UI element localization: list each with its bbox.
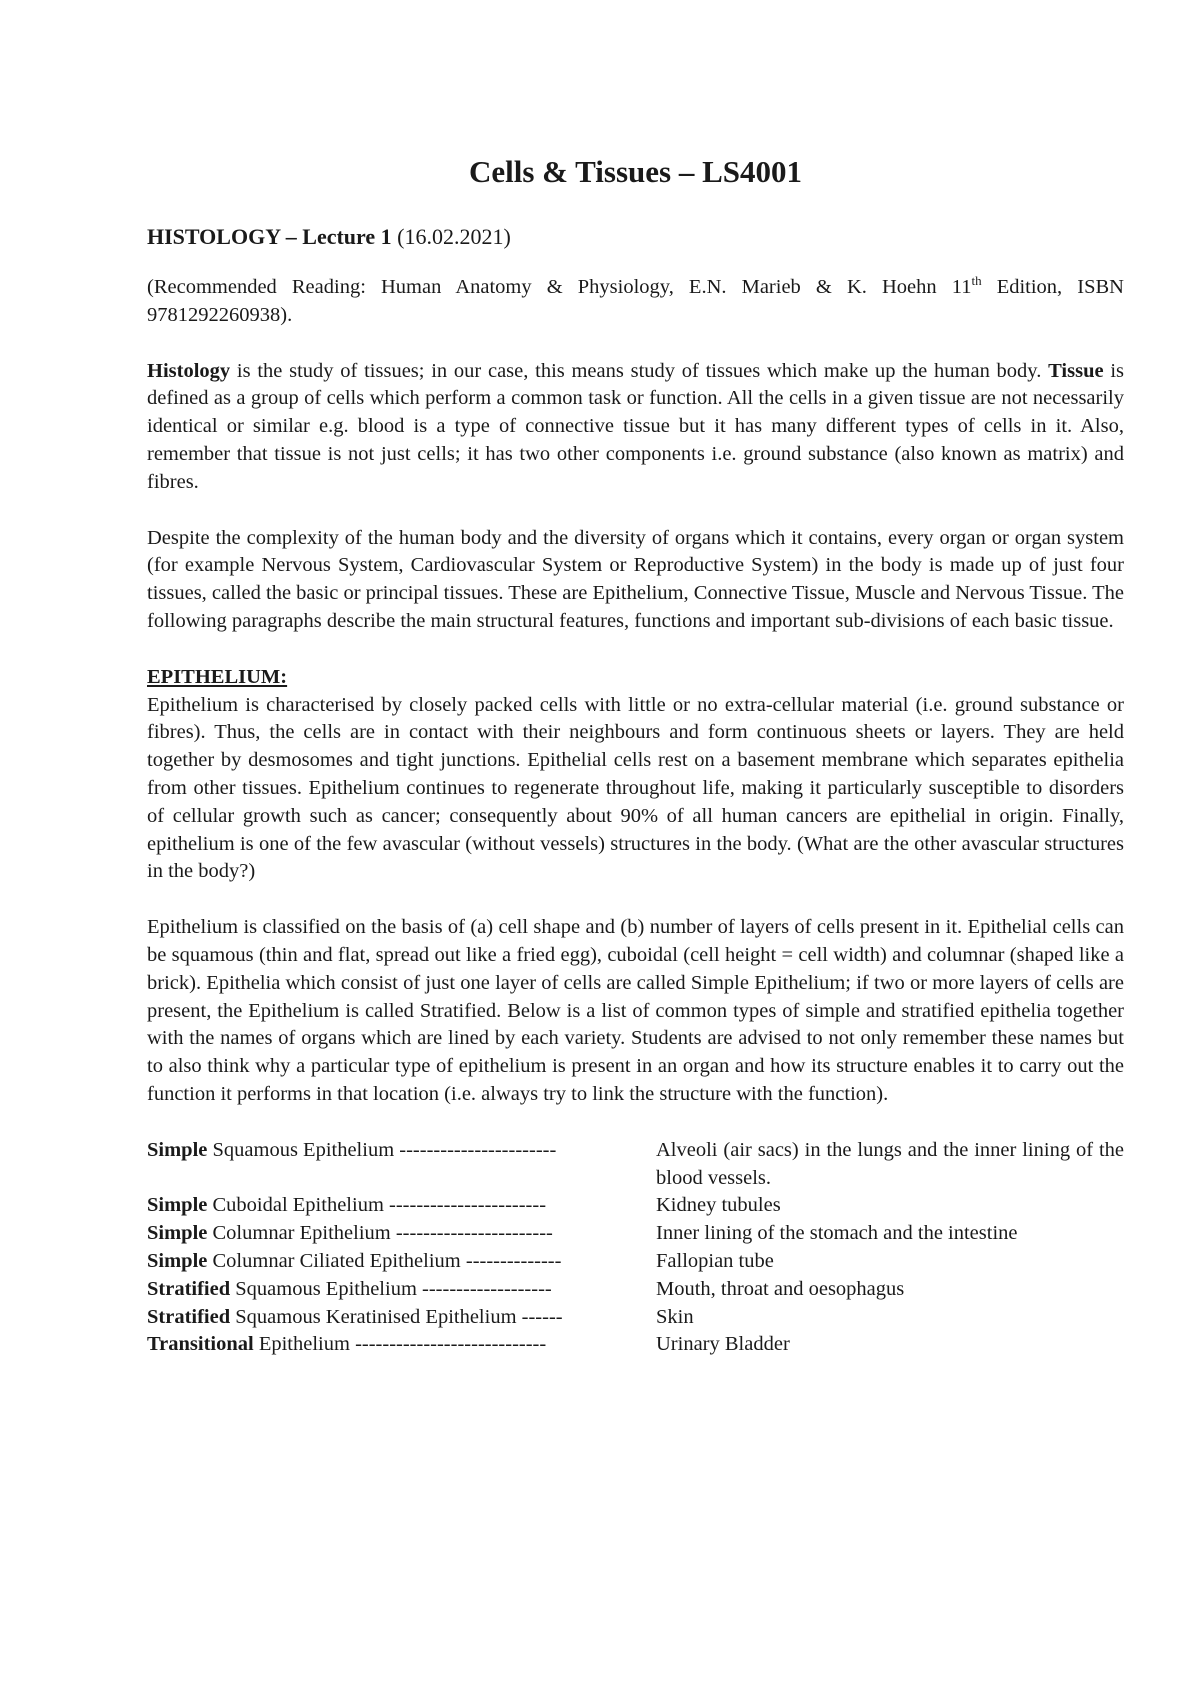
histology-text-1: is the study of tissues; in our case, this means study of tissues which make up the human body. bbox=[230, 359, 1049, 382]
epithelium-location: Kidney tubules bbox=[656, 1194, 781, 1217]
epithelium-location: Alveoli (air sacs) in the lungs and the inner lining of the blood vessels. bbox=[656, 1138, 1124, 1189]
epithelium-type: Simple Columnar Ciliated Epithelium -------------- bbox=[147, 1249, 562, 1272]
epithelium-location: Urinary Bladder bbox=[656, 1333, 790, 1356]
epithelium-type: Stratified Squamous Epithelium ------------------- bbox=[147, 1277, 552, 1300]
epithelium-location: Mouth, throat and oesophagus bbox=[656, 1277, 905, 1300]
histology-text-2: is defined as a group of cells which perform a common task or function. All the cells in a given tissue are not necessarily identical or similar e.g. blood is a type of connective tissue but it has many different types of cells in it. Also, remember that tissue is not just cells; it has two other components i.e. ground substance (also known as matrix) and fibres. bbox=[147, 359, 1124, 493]
histology-term: Histology bbox=[147, 359, 231, 382]
recommended-reading bbox=[147, 274, 1124, 330]
epithelium-type: Simple Squamous Epithelium ----------------------- bbox=[147, 1138, 557, 1161]
epithelium-heading: EPITHELIUM: bbox=[147, 665, 288, 688]
table-row bbox=[147, 1220, 1124, 1248]
epithelium-location: Fallopian tube bbox=[656, 1249, 774, 1272]
lecture-heading bbox=[147, 222, 1124, 252]
epithelium-type: Transitional Epithelium ---------------------------- bbox=[147, 1333, 547, 1356]
page-title: Cells & Tissues – LS4001 bbox=[468, 154, 803, 189]
epithelium-type: Stratified Squamous Keratinised Epithelium ------ bbox=[147, 1305, 563, 1328]
reading-edition-suffix: th bbox=[971, 273, 982, 289]
complexity-paragraph: Despite the complexity of the human body and the diversity of organs which it contains, every organ or organ system (for example Nervous System, Cardiovascular System or Reproductive System) in the body is made up of just four tissues, called the basic or principal tissues. These are Epithelium, Connective Tissue, Muscle and Nervous Tissue. The following paragraphs describe the main structural features, functions and important sub-divisions of each basic tissue. bbox=[147, 526, 1124, 632]
epithelium-types-table bbox=[147, 1137, 1124, 1359]
table-row bbox=[147, 1331, 1124, 1359]
histology-paragraph bbox=[147, 358, 1124, 497]
epithelium-description: Epithelium is characterised by closely packed cells with little or no extra-cellular material (i.e. ground substance or fibres). Thus, the cells are in contact with their neighbours and form continuous sheets or layers. They are held together by desmosomes and tight junctions. Epithelial cells rest on a basement membrane which separates epithelia from other tissues. Epithelium continues to regenerate throughout life, making it particularly susceptible to disorders of cellular growth such as cancer; consequently about 90% of all human cancers are epithelial in origin. Finally, epithelium is one of the few avascular (without vessels) structures in the body. (What are the other avascular structures in the body?) bbox=[147, 693, 1124, 883]
epithelium-type: Simple Cuboidal Epithelium ----------------------- bbox=[147, 1194, 547, 1217]
lecture-title: HISTOLOGY – Lecture 1 bbox=[147, 224, 392, 249]
table-row bbox=[147, 1248, 1124, 1276]
reading-suffix: Edition, ISBN 9781292260938). bbox=[147, 276, 1124, 326]
tissue-term: Tissue bbox=[1048, 359, 1104, 382]
epithelium-location: Skin bbox=[656, 1305, 694, 1328]
table-row bbox=[147, 1276, 1124, 1304]
epithelium-type: Simple Columnar Epithelium ----------------------- bbox=[147, 1222, 553, 1245]
table-row bbox=[147, 1137, 1124, 1193]
table-row bbox=[147, 1192, 1124, 1220]
table-row bbox=[147, 1304, 1124, 1332]
lecture-date: (16.02.2021) bbox=[397, 224, 511, 249]
reading-prefix: (Recommended Reading: Human Anatomy & Physiology, E.N. Marieb & K. Hoehn 11 bbox=[147, 276, 972, 298]
epithelium-location: Inner lining of the stomach and the intestine bbox=[656, 1222, 1018, 1245]
epithelium-classification: Epithelium is classified on the basis of (a) cell shape and (b) number of layers of cells present in it. Epithelial cells can be squamous (thin and flat, spread out like a fried egg), cuboidal (cell height = cell width) and columnar (shaped like a brick). Epithelia which consist of just one layer of cells are called Simple Epithelium; if two or more layers of cells are present, the Epithelium is called Stratified. Below is a list of common types of simple and stratified epithelia together with the names of organs which are lined by each variety. Students are advised to not only remember these names but to also think why a particular type of epithelium is present in an organ and how its structure enables it to carry out the function it performs in that location (i.e. always try to link the structure with the function). bbox=[147, 916, 1124, 1105]
